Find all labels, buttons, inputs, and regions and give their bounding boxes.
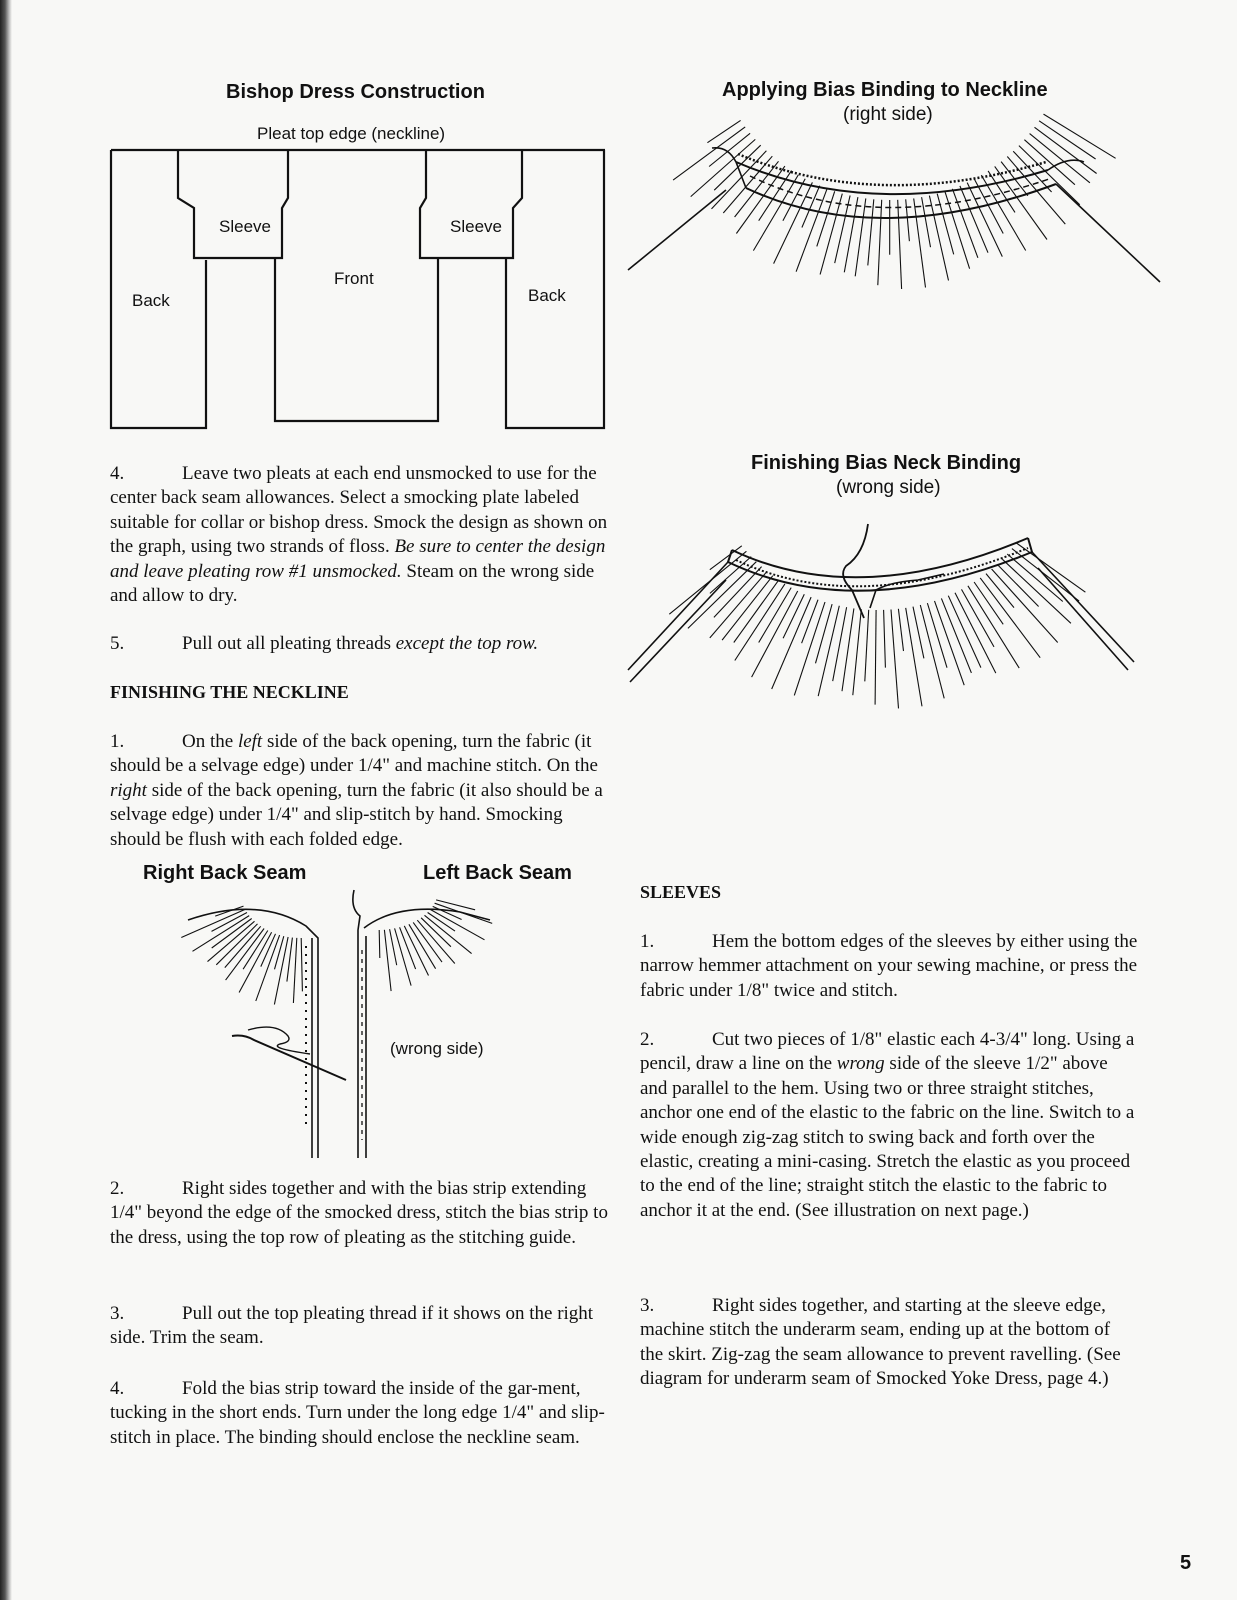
step-4-emphasis: Be sure to center the design and leave pleating row #1 unsmocked. — [110, 536, 606, 582]
neckline-step-1-text: On the — [182, 731, 238, 752]
right-back-seam-title: Right Back Seam — [143, 862, 307, 884]
gather-line — [722, 576, 773, 640]
gather-line — [714, 567, 762, 618]
gather-line — [988, 171, 1015, 213]
sleeves-step-2-paragraph — [640, 1028, 1138, 1223]
left-back-seam-title: Left Back Seam — [423, 862, 572, 884]
bishop-figure-caption: Pleat top edge (neckline) — [257, 124, 446, 143]
gather-line — [783, 179, 805, 221]
gather-line — [891, 610, 899, 709]
gather-line — [927, 603, 947, 668]
gather-line — [922, 197, 931, 247]
gather-line — [774, 182, 813, 263]
neckline-step-1-text-b: side of the back opening, turn the fabric (it should be a selvage edge) under 1/4" and machine stitch. On the — [110, 731, 598, 777]
gather-line — [301, 938, 302, 991]
label-sleeve-left: Sleeve — [219, 217, 271, 236]
step-4-number: 4. — [110, 463, 125, 484]
step-4-paragraph — [110, 462, 608, 608]
gather-line — [875, 610, 876, 705]
gather-line — [997, 564, 1039, 606]
gather-line — [1044, 114, 1116, 158]
gather-line — [712, 151, 767, 209]
back-left-piece — [111, 150, 206, 428]
neckline-step-1-number: 1. — [110, 731, 125, 752]
bias-apply-subtitle: (right side) — [843, 104, 933, 125]
sleeve-right-piece — [420, 150, 522, 258]
neckline-step-2-paragraph — [110, 1177, 608, 1250]
step-5-number: 5. — [110, 633, 125, 654]
gather-line — [898, 200, 902, 289]
gather-line — [735, 584, 785, 661]
finishing-neckline-heading: FINISHING THE NECKLINE — [110, 682, 349, 702]
gather-line — [820, 194, 842, 275]
bias-apply-title: Applying Bias Binding to Neckline — [722, 79, 1048, 101]
gather-line — [1030, 134, 1090, 183]
bishop-dress-diagram — [108, 146, 608, 436]
gather-line — [293, 938, 296, 1003]
neckline-step-3-paragraph — [110, 1302, 608, 1351]
gather-line — [816, 604, 833, 663]
gather-line — [1024, 140, 1075, 185]
page-binding-edge — [0, 0, 12, 1600]
sleeve-left-piece — [178, 150, 288, 258]
gather-line — [868, 199, 874, 265]
gather-line — [256, 935, 280, 1001]
gather-line — [818, 606, 839, 696]
label-front: Front — [334, 269, 374, 288]
neckline-step-2-number: 2. — [110, 1178, 125, 1199]
gather-line — [243, 931, 268, 970]
neckline-step-4-text: Fold the bias strip toward the inside of the gar-ment, tucking in the short ends. Turn under the long edge 1/4" and slip-stitch in place. The binding should enclose the neckline seam. — [110, 1378, 605, 1448]
gather-line — [707, 120, 740, 142]
neckline-step-1-text-c: side of the back opening, turn the fabric (it also should be a selvage edge) under 1/4" and slip-stitch by hand. Smocking should be flush with each folded edge. — [110, 779, 603, 850]
bias-finish-illustration — [628, 520, 1168, 760]
bias-finish-title: Finishing Bias Neck Binding — [751, 452, 1022, 474]
label-back-left: Back — [132, 291, 170, 310]
gather-line — [802, 600, 818, 644]
neckline-step-1-left: left — [237, 731, 263, 752]
sleeves-step-3-text: Right sides together, and starting at the sleeve edge, machine stitch the underarm seam, ending up at the bottom of the skirt. Zig-zag the seam allowance to prevent ravelling. (See diagram for underarm seam of Smocked Yoke Dress, page 4.) — [640, 1295, 1121, 1390]
wrong-side-label: (wrong side) — [390, 1039, 484, 1058]
gather-line — [981, 175, 1025, 250]
sleeves-step-2-text-b: side of the sleeve 1/2" above and parallel to the hem. Using two or three straight stitches, anchor one end of the elastic to the fabric on the line. Switch to a wide enough zig-zag stitch to swing back and forth over the elastic, creating a mini-casing. Stretch the elastic as you proceed to the end of the line; straight stitch the elastic to the fabric to anchor it at the end. (See illustration on next page.) — [640, 1053, 1135, 1221]
gather-line — [1002, 559, 1071, 623]
gather-line — [287, 938, 293, 982]
step-5-emphasis: except the top row. — [395, 633, 539, 654]
gather-line — [878, 200, 882, 285]
gather-line — [844, 197, 858, 272]
gather-line — [794, 602, 825, 695]
gather-line — [855, 198, 866, 276]
gather-line — [673, 127, 745, 180]
gather-line — [390, 929, 397, 965]
sleeves-step-2-wrong: wrong — [836, 1053, 885, 1075]
neckline-step-2-text: Right sides together and with the bias strip extending 1/4" beyond the edge of the smocked dress, stitch the bias strip to the dress, using the top row of pleating as the stitching guide. — [110, 1178, 608, 1248]
bias-apply-illustration — [628, 140, 1168, 360]
gather-line — [239, 932, 272, 992]
gather-line — [1039, 121, 1096, 159]
gather-line — [710, 571, 767, 638]
gather-line — [906, 199, 910, 241]
step-4-text: Leave two pleats at each end unsmocked to use for the center back seam allowances. Select a smocking plate labeled suitable for collar or bishop dress. Smock the design as shown on the graph, using two strands of floss. — [110, 463, 608, 558]
sleeves-step-1-paragraph — [640, 930, 1138, 1003]
gather-line — [384, 930, 391, 991]
gather-line — [865, 610, 869, 682]
sleeves-step-3-paragraph — [640, 1294, 1138, 1392]
back-seams-illustration — [188, 890, 508, 1160]
gather-line — [906, 608, 922, 706]
gather-line — [1007, 554, 1063, 602]
sleeves-step-2-number: 2. — [640, 1029, 655, 1050]
neckline-step-1-paragraph — [110, 730, 608, 852]
gather-line — [853, 609, 862, 695]
gather-line — [753, 175, 798, 251]
gather-line — [436, 900, 475, 910]
gather-line — [783, 594, 804, 638]
sleeves-step-1-text: Hem the bottom edges of the sleeves by either using the narrow hemmer attachment on your sewing machine, or press the fabric under 1/8" twice and stitch. — [640, 931, 1138, 1001]
bias-finish-subtitle: (wrong side) — [836, 477, 941, 498]
gather-line — [884, 610, 886, 668]
neckline-step-1-right: right — [110, 779, 147, 801]
gather-line — [1016, 543, 1085, 592]
sleeves-step-3-number: 3. — [640, 1295, 655, 1316]
neckline-step-3-number: 3. — [110, 1303, 125, 1324]
gather-line — [929, 196, 948, 281]
gather-line — [802, 186, 820, 228]
page-number: 5 — [1180, 1552, 1192, 1574]
gather-line — [752, 591, 798, 677]
neckline-step-3-text: Pull out the top pleating thread if it shows on the right side. Trim the seam. — [110, 1303, 594, 1349]
sleeves-step-2-text: Cut two pieces of 1/8" elastic each 4-3/4" long. Using a pencil, draw a line on the — [640, 1029, 1135, 1075]
neckline-step-4-paragraph — [110, 1377, 608, 1450]
label-sleeve-right: Sleeve — [450, 217, 502, 236]
step-5-text: Pull out all pleating threads — [182, 633, 396, 654]
gather-line — [898, 609, 903, 651]
neckline-step-4-number: 4. — [110, 1378, 125, 1399]
gather-line — [1035, 127, 1097, 173]
label-back-right: Back — [528, 286, 566, 305]
step-5-paragraph — [110, 632, 608, 656]
step-4-text-end: Steam on the wrong side and allow to dry. — [110, 560, 595, 607]
bishop-figure-title: Bishop Dress Construction — [226, 81, 485, 103]
gather-line — [379, 930, 380, 958]
gather-line — [937, 194, 954, 255]
sleeves-step-1-number: 1. — [640, 931, 655, 952]
sleeves-heading: SLEEVES — [640, 882, 722, 902]
